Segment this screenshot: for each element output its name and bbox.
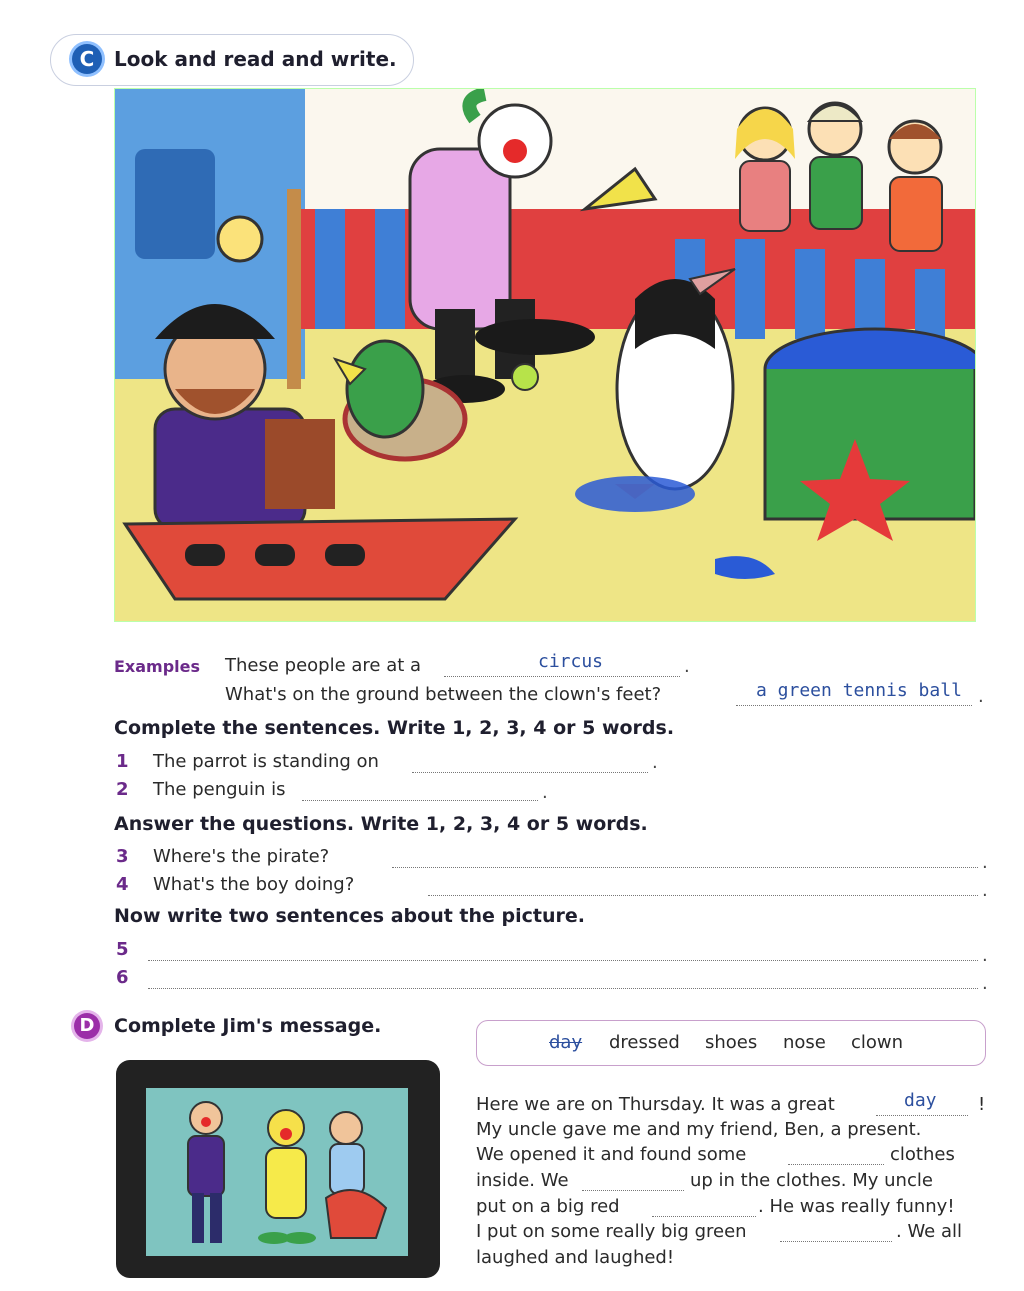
message-line-5a: put on a big red <box>476 1196 620 1217</box>
photo-scene-svg <box>146 1088 408 1256</box>
q1-number: 1 <box>116 751 129 772</box>
example-1-answer: circus <box>538 651 604 672</box>
word-shoes: shoes <box>705 1032 758 1053</box>
q3-number: 3 <box>116 846 129 867</box>
example-1-text: These people are at a <box>225 655 422 676</box>
section-d-title: Complete Jim's message. <box>114 1015 382 1037</box>
section-d-letter: D <box>74 1013 100 1039</box>
example-2-text: What's on the ground between the clown's feet? <box>225 684 662 705</box>
write-heading: Now write two sentences about the picture. <box>114 905 586 927</box>
message-answer-1: day <box>904 1090 937 1111</box>
q3-answer-line[interactable] <box>392 867 978 868</box>
message-line-3b: clothes <box>890 1144 955 1165</box>
message-line-7: laughed and laughed! <box>476 1247 675 1268</box>
word-day-crossed: day <box>549 1032 583 1053</box>
complete-heading: Complete the sentences. Write 1, 2, 3, 4 or 5 words. <box>114 717 675 739</box>
example-2-line <box>736 705 972 706</box>
message-line-1 <box>476 1094 835 1115</box>
message-line-4a: inside. We <box>476 1170 569 1191</box>
q1-answer-line[interactable] <box>412 772 648 773</box>
photo-screen <box>146 1088 408 1256</box>
message-line-3a: We opened it and found some <box>476 1144 747 1165</box>
period: . <box>652 752 658 773</box>
message-blank-3[interactable] <box>582 1190 684 1191</box>
message-line-2: My uncle gave me and my friend, Ben, a present. <box>476 1119 922 1140</box>
answer-heading: Answer the questions. Write 1, 2, 3, 4 or 5 words. <box>114 813 648 835</box>
q3-text: Where's the pirate? <box>153 846 330 867</box>
q2-number: 2 <box>116 779 129 800</box>
message-blank-1 <box>876 1115 968 1116</box>
q4-answer-line[interactable] <box>428 895 978 896</box>
period: . <box>684 656 690 677</box>
example-1-line <box>444 676 680 677</box>
example-2-answer: a green tennis ball <box>756 680 962 701</box>
message-line-1a: Here we are on Thursday. It was a great <box>476 1094 835 1115</box>
circus-illustration <box>114 88 976 622</box>
q4-text: What's the boy doing? <box>153 874 355 895</box>
message-line-4b: up in the clothes. My uncle <box>690 1170 933 1191</box>
message-line-6b: . We all <box>896 1221 963 1242</box>
period: . <box>982 945 988 966</box>
message-line-5b: . He was really funny! <box>758 1196 955 1217</box>
q2-answer-line[interactable] <box>302 800 538 801</box>
message-blank-4[interactable] <box>652 1216 756 1217</box>
period: . <box>982 973 988 994</box>
word-bank <box>476 1020 986 1066</box>
q2-text: The penguin is <box>153 779 286 800</box>
period: . <box>978 686 984 707</box>
period: . <box>982 852 988 873</box>
children-audience <box>735 103 942 251</box>
q5-answer-line[interactable] <box>148 960 978 961</box>
section-c-letter: C <box>72 44 102 74</box>
circus-scene-svg <box>115 89 975 621</box>
period: . <box>982 880 988 901</box>
word-dressed: dressed <box>609 1032 680 1053</box>
toy-boat <box>125 519 515 599</box>
q6-answer-line[interactable] <box>148 988 978 989</box>
message-blank-2[interactable] <box>788 1164 884 1165</box>
paddling-pool <box>765 329 975 541</box>
q5-number: 5 <box>116 939 129 960</box>
message-line-6a: I put on some really big green <box>476 1221 747 1242</box>
section-c-title: Look and read and write. <box>114 47 397 71</box>
q4-number: 4 <box>116 874 129 895</box>
examples-label: Examples <box>114 657 201 676</box>
message-blank-5[interactable] <box>780 1241 892 1242</box>
word-nose: nose <box>783 1032 826 1053</box>
q1-text: The parrot is standing on <box>153 751 379 772</box>
tennis-ball <box>512 364 538 390</box>
message-line-1b: ! <box>978 1094 986 1115</box>
word-clown: clown <box>851 1032 904 1053</box>
period: . <box>542 782 548 803</box>
q6-number: 6 <box>116 967 129 988</box>
